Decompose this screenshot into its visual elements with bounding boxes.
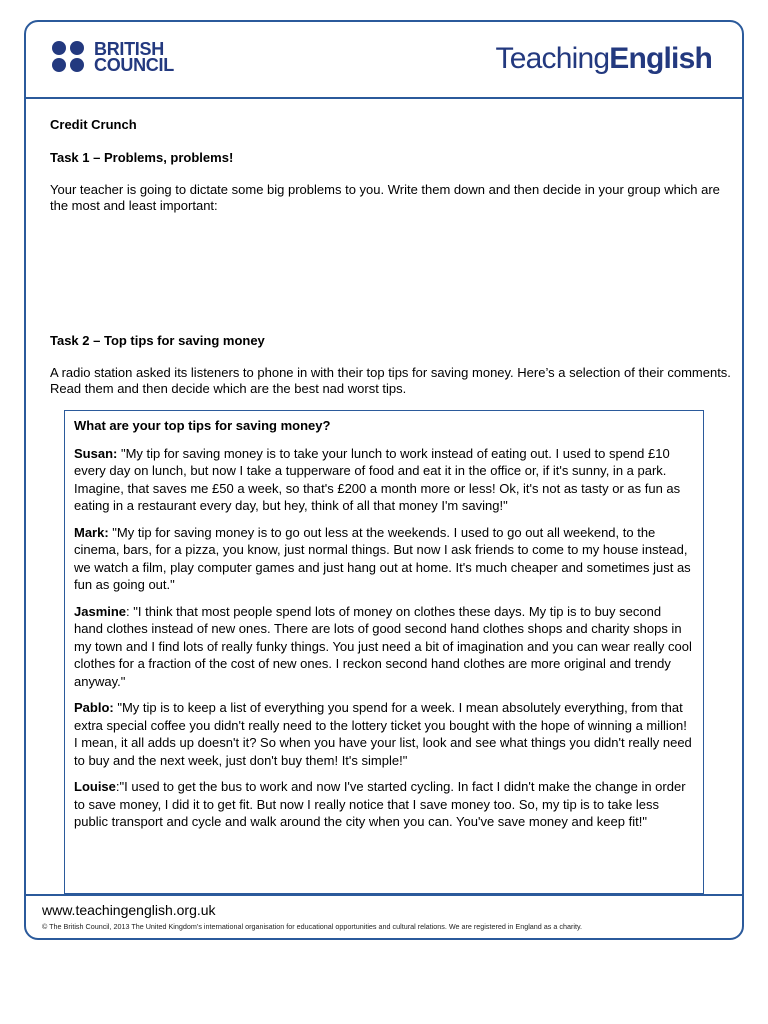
tip-item: [74, 699, 693, 769]
tip-item: [74, 445, 693, 515]
task2-body: A radio station asked its listeners to phone in with their top tips for saving money. Here’s a selection of their comments. Read them and then decide which are the best nad worst tips.: [50, 365, 731, 396]
tips-box: [64, 410, 704, 894]
tip-text: "My tip for saving money is to go out less at the weekends. I used to go out all weekend, to the cinema, bars, for a pizza, you know, just normal things. But now I ask friends to come to my house instead, we watch a film, play computer games and just hang out at home. It's much cheaper and sometimes just as fun as going out.": [74, 524, 691, 592]
tip-author: Jasmine: [74, 603, 127, 619]
tip-author: Susan:: [74, 445, 118, 461]
header-divider: [24, 97, 744, 99]
tip-text: "My tip for saving money is to take your lunch to work instead of eating out. I used to spend £10 every day on lunch, but now I take a tupperware of food and eat it in the office or, if it's sunny, in a park. Imagine, that saves me £50 a week, so that's £200 a month more or less! Ok, it's not as tasty or as fun as eating in a restaurant every day, but hey, think of all that money I'm saving!": [74, 445, 681, 513]
task2-heading: Task 2 – Top tips for saving money: [50, 333, 265, 348]
tip-author: Mark:: [74, 524, 109, 540]
footer-copyright: © The British Council, 2013 The United Kingdom’s international organisation for educational opportunities and cultural relations. We are registered in England as a charity.: [42, 922, 583, 931]
bc-logo-line2: COUNCIL: [94, 55, 174, 75]
document-title-block: [50, 117, 730, 149]
tip-item: [74, 778, 693, 831]
task1-body: Your teacher is going to dictate some big problems to you. Write them down and then decide in your group which are the most and least important:: [50, 182, 720, 213]
teaching-english-logo: [496, 42, 712, 76]
tip-author: Pablo:: [74, 700, 114, 715]
tip-item: [74, 603, 693, 691]
task2-section: [50, 333, 740, 397]
bc-logo-line1: BRITISH: [94, 39, 164, 59]
tip-text: : "I think that most people spend lots of money on clothes these days. My tip is to buy second hand clothes instead of new ones. There are lots of good second hand clothes shops and charity shops in my town and I find lots of really funky things. You just need a bit of imagination and you can wear really cool clothes for a fraction of the cost of new ones. I reckon second hand clothes are more original and trendy anyway.": [74, 603, 692, 689]
tip-text: "My tip is to keep a list of everything you spend for a week. I mean absolutely everything, from that extra special coffee you didn't really need to the lottery ticket you bought with the hope of winning a million! I mean, it all adds up doesn't it? So when you have your list, look and see what things you didn't really need to buy and the next week, just don't buy them! It's simple!": [74, 700, 692, 768]
footer-divider: [24, 894, 744, 896]
british-council-dots-icon: [50, 40, 88, 74]
tip-item: [74, 524, 693, 594]
te-logo-regular: Teaching: [495, 42, 610, 75]
footer-website-link[interactable]: www.teachingenglish.org.uk: [42, 902, 216, 918]
task1-section: [50, 150, 740, 214]
page-title: Credit Crunch: [50, 117, 137, 132]
tip-author: Louise: [74, 779, 116, 794]
tips-box-title: What are your top tips for saving money?: [74, 418, 331, 433]
british-council-wordmark: [94, 41, 174, 73]
te-logo-bold: English: [609, 42, 712, 75]
task1-heading: Task 1 – Problems, problems!: [50, 150, 234, 165]
tip-text: :"I used to get the bus to work and now I've started cycling. In fact I didn't make the change in order to save money, I did it to get fit. But now I really notice that I save money too. So, my tip is to take less public transport and cycle and walk around the city when you can. You've save money and keep fit!": [74, 779, 686, 829]
british-council-logo: [50, 40, 174, 74]
